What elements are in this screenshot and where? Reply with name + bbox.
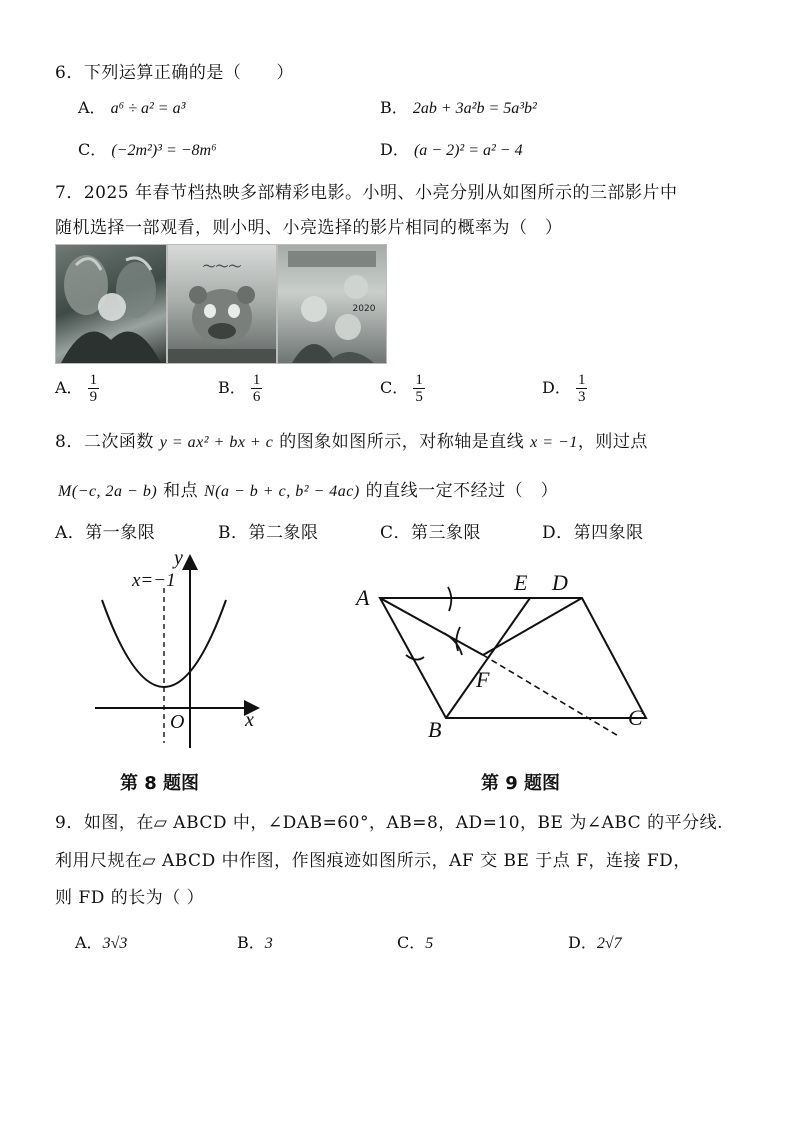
origin-label: O [170, 711, 185, 733]
option-label: A． [78, 98, 106, 117]
option-label: A． [55, 378, 83, 397]
segment-af-extension [483, 655, 620, 737]
point-label-c: C [628, 705, 643, 730]
arc-mark-1 [444, 633, 462, 655]
symmetry-axis-label: x=−1 [132, 570, 176, 591]
movie-poster-dragon-icon [55, 244, 167, 364]
q7-stem-line1: 7．2025 年春节档热映多部精彩电影。小明、小亮分别从如图所示的三部影片中 [55, 183, 678, 203]
poster-badge: 2020 [352, 304, 376, 314]
y-axis-label: y [174, 548, 183, 569]
movie-poster-bear-icon [167, 244, 277, 364]
q6-option-c [78, 137, 217, 160]
parallelogram-abcd [380, 598, 646, 718]
q7-option-c [380, 372, 425, 405]
q7-option-a [55, 372, 99, 405]
fraction: $\frac{1}{9}$ [89, 372, 98, 405]
q6-option-a [78, 95, 185, 118]
point-label-e: E [514, 570, 528, 595]
option-label: B． [380, 98, 408, 117]
arc-mark-ab [406, 655, 424, 660]
q7-stem-line2: 随机选择一部观看，则小明、小亮选择的影片相同的概率为（ ） [55, 218, 563, 238]
q8-option-b: B．第二象限 [218, 523, 319, 543]
q8-figure-caption: 第 8 题图 [120, 773, 200, 794]
option-label: D． [380, 140, 409, 159]
point-label-d: D [552, 570, 568, 595]
option-label: C． [380, 378, 409, 397]
q9-parallelogram-figure [350, 565, 660, 745]
q9-stem-line1: 9．如图，在▱ ABCD 中，∠DAB=60°，AB=8，AD=10，BE 为∠ABC 的平分线. [55, 813, 724, 833]
q8-parabola-figure [90, 548, 270, 753]
point-label-f: F [476, 667, 490, 692]
fraction: $\frac{1}{3}$ [577, 372, 586, 405]
q6-option-b [380, 95, 537, 118]
option-expr: a⁶ ÷ a² = a³ [110, 100, 186, 117]
q9-option-d: D．2√7 [568, 933, 622, 952]
q6-option-d [380, 137, 523, 160]
svg-text:〜〜〜: 〜〜〜 [202, 260, 242, 275]
x-axis-label: x [245, 709, 254, 731]
q7-option-d [542, 372, 587, 405]
q9-figure-caption: 第 9 题图 [481, 773, 561, 794]
option-expr: (a − 2)² = a² − 4 [413, 142, 523, 159]
q6-stem: 6．下列运算正确的是（ ） [55, 63, 294, 83]
option-label: D． [542, 378, 571, 397]
fraction: $\frac{1}{6}$ [252, 372, 261, 405]
point-label-a: A [356, 585, 370, 610]
fraction: $\frac{1}{5}$ [415, 372, 423, 405]
q9-option-a: A．3√3 [75, 933, 128, 952]
q8-option-a: A．第一象限 [55, 523, 156, 543]
q9-option-b: B．3 [237, 933, 273, 952]
option-label: C． [78, 140, 107, 159]
option-label: B． [218, 378, 246, 397]
q8-option-c: C．第三象限 [380, 523, 482, 543]
option-expr: (−2m²)³ = −8m⁶ [111, 142, 217, 159]
q8-stem-line1: 8．二次函数 y = ax² + bx + c 的图象如图所示，对称轴是直线 x = −1，则过点 [55, 432, 648, 452]
q7-option-b [218, 372, 262, 405]
q9-stem-line2: 利用尺规在▱ ABCD 中作图，作图痕迹如图所示，AF 交 BE 于点 F，连接 FD， [55, 851, 691, 871]
segment-fd [483, 598, 582, 655]
q8-stem-line2: M(−c, 2a − b) 和点 N(a − b + c, b² − 4ac) 的直线一定不经过（ ） [58, 481, 559, 501]
option-expr: 2ab + 3a²b = 5a³b² [412, 100, 537, 117]
point-label-b: B [428, 717, 442, 742]
q8-option-d: D．第四象限 [542, 523, 644, 543]
movie-poster-people-icon [277, 244, 387, 364]
q9-option-c: C．5 [397, 933, 434, 952]
q9-stem-line3: 则 FD 的长为（ ） [55, 888, 205, 908]
